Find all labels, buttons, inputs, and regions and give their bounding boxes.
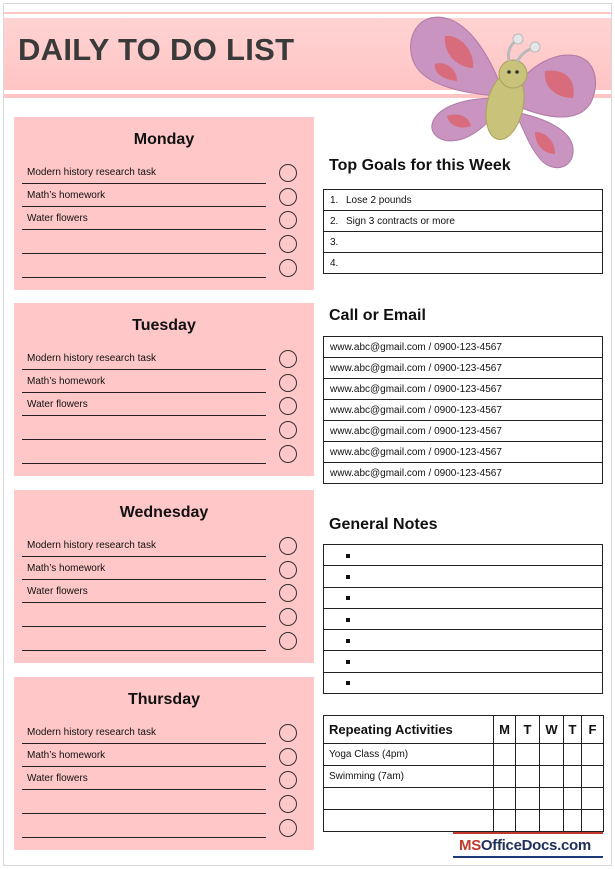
activity-row[interactable] [324, 766, 604, 788]
weekday-header: W [540, 716, 564, 744]
task-row[interactable] [22, 255, 266, 278]
note-cell[interactable] [324, 545, 603, 566]
task-checkbox[interactable] [279, 537, 297, 555]
contact-cell[interactable]: www.abc@gmail.com / 0900-123-4567 [324, 421, 603, 442]
goal-text: Lose 2 pounds [346, 194, 412, 206]
day-card-thursday [14, 677, 314, 850]
butterfly-illustration [405, 6, 601, 172]
note-row[interactable] [324, 672, 603, 693]
activity-row[interactable] [324, 744, 604, 766]
task-text: Water flowers [27, 586, 88, 597]
task-checkbox[interactable] [279, 561, 297, 579]
note-cell[interactable] [324, 608, 603, 629]
goal-number: 1. [330, 194, 339, 206]
task-checkbox[interactable] [279, 374, 297, 392]
task-row[interactable] [22, 184, 266, 207]
weekday-header: T [564, 716, 582, 744]
bullet-icon [346, 596, 350, 600]
notes-heading: General Notes [329, 516, 438, 533]
task-text: Water flowers [27, 399, 88, 410]
task-row[interactable] [22, 557, 266, 580]
task-row[interactable] [22, 791, 266, 814]
activity-day-cell[interactable] [582, 766, 604, 788]
task-checkbox[interactable] [279, 235, 297, 253]
bullet-icon [346, 618, 350, 622]
goal-cell[interactable] [324, 232, 603, 253]
contact-row[interactable] [324, 442, 603, 463]
task-checkbox[interactable] [279, 608, 297, 626]
task-row[interactable] [22, 767, 266, 790]
activity-day-cell[interactable] [516, 766, 540, 788]
brand-text [459, 837, 591, 854]
activity-row[interactable] [324, 788, 604, 810]
task-text: Math’s homework [27, 750, 106, 761]
contact-cell[interactable]: www.abc@gmail.com / 0900-123-4567 [324, 463, 603, 484]
activity-name[interactable] [324, 810, 494, 832]
task-text: Modern history research task [27, 727, 156, 738]
bullet-icon [346, 575, 350, 579]
note-cell[interactable] [324, 587, 603, 608]
bullet-icon [346, 639, 350, 643]
note-cell[interactable] [324, 651, 603, 672]
repeating-header-row [324, 716, 604, 744]
goal-cell[interactable] [324, 190, 603, 211]
brand-line-top [453, 832, 603, 834]
note-row[interactable] [324, 566, 603, 587]
task-checkbox[interactable] [279, 421, 297, 439]
contact-row[interactable] [324, 463, 603, 484]
goal-number: 2. [330, 215, 339, 227]
goal-row[interactable] [324, 211, 603, 232]
task-text: Math’s homework [27, 376, 106, 387]
activity-name[interactable]: Swimming (7am) [324, 766, 494, 788]
contact-cell[interactable]: www.abc@gmail.com / 0900-123-4567 [324, 442, 603, 463]
activity-day-cell[interactable] [516, 788, 540, 810]
task-row[interactable] [22, 441, 266, 464]
task-row[interactable] [22, 370, 266, 393]
activity-day-cell[interactable] [564, 744, 582, 766]
brand-line-bottom [453, 856, 603, 858]
task-checkbox[interactable] [279, 164, 297, 182]
task-checkbox[interactable] [279, 350, 297, 368]
task-row[interactable] [22, 628, 266, 651]
goal-row[interactable] [324, 190, 603, 211]
task-row[interactable] [22, 347, 266, 370]
page-title: DAILY TO DO LIST [18, 32, 295, 67]
brand-ms: MS [459, 837, 481, 854]
task-checkbox[interactable] [279, 445, 297, 463]
task-checkbox[interactable] [279, 632, 297, 650]
goal-cell[interactable] [324, 253, 603, 274]
day-title: Tuesday [132, 317, 196, 334]
activity-name[interactable] [324, 788, 494, 810]
activity-day-cell[interactable] [564, 788, 582, 810]
day-title: Monday [133, 131, 195, 148]
bullet-icon [346, 554, 350, 558]
note-cell[interactable] [324, 566, 603, 587]
activity-day-cell[interactable] [540, 788, 564, 810]
activity-day-cell[interactable] [564, 810, 582, 832]
contact-row[interactable] [324, 379, 603, 400]
goal-number: 4. [330, 257, 339, 269]
task-row[interactable] [22, 534, 266, 557]
activity-day-cell[interactable] [564, 766, 582, 788]
task-row[interactable] [22, 721, 266, 744]
activity-day-cell[interactable] [494, 744, 516, 766]
activity-day-cell[interactable] [582, 744, 604, 766]
bullet-icon [346, 681, 350, 685]
contact-row[interactable] [324, 337, 603, 358]
note-row[interactable] [324, 587, 603, 608]
task-checkbox[interactable] [279, 211, 297, 229]
task-text: Modern history research task [27, 167, 156, 178]
task-checkbox[interactable] [279, 819, 297, 837]
brand-rest: OfficeDocs.com [480, 837, 591, 854]
activity-day-cell[interactable] [494, 810, 516, 832]
day-title: Wednesday [119, 504, 209, 521]
note-cell[interactable] [324, 672, 603, 693]
task-checkbox[interactable] [279, 771, 297, 789]
activity-day-cell[interactable] [494, 766, 516, 788]
contact-cell[interactable]: www.abc@gmail.com / 0900-123-4567 [324, 379, 603, 400]
task-text: Water flowers [27, 213, 88, 224]
bullet-icon [346, 660, 350, 664]
brand-logo [453, 832, 603, 860]
contact-row[interactable] [324, 358, 603, 379]
task-checkbox[interactable] [279, 397, 297, 415]
task-text: Modern history research task [27, 540, 156, 551]
task-row[interactable] [22, 744, 266, 767]
task-row[interactable] [22, 604, 266, 627]
contacts-table [323, 336, 603, 484]
activity-day-cell[interactable] [516, 744, 540, 766]
task-row[interactable] [22, 207, 266, 230]
activity-day-cell[interactable] [494, 788, 516, 810]
goal-row[interactable] [324, 232, 603, 253]
day-card-monday [14, 117, 314, 290]
task-checkbox[interactable] [279, 795, 297, 813]
task-row[interactable] [22, 393, 266, 416]
task-checkbox[interactable] [279, 584, 297, 602]
contact-cell[interactable]: www.abc@gmail.com / 0900-123-4567 [324, 400, 603, 421]
task-checkbox[interactable] [279, 724, 297, 742]
task-row[interactable] [22, 815, 266, 838]
day-card-tuesday [14, 303, 314, 476]
task-checkbox[interactable] [279, 259, 297, 277]
activity-day-cell[interactable] [540, 810, 564, 832]
task-row[interactable] [22, 580, 266, 603]
day-title: Thursday [127, 691, 200, 708]
task-text: Modern history research task [27, 353, 156, 364]
task-text: Math’s homework [27, 190, 106, 201]
goals-heading: Top Goals for this Week [329, 157, 511, 174]
contact-row[interactable] [324, 421, 603, 442]
activity-day-cell[interactable] [582, 810, 604, 832]
day-card-wednesday [14, 490, 314, 663]
notes-table [323, 544, 603, 694]
note-row[interactable] [324, 651, 603, 672]
activity-row[interactable] [324, 810, 604, 832]
goal-number: 3. [330, 236, 339, 248]
activity-day-cell[interactable] [540, 744, 564, 766]
goal-cell[interactable] [324, 211, 603, 232]
goal-row[interactable] [324, 253, 603, 274]
repeating-table [323, 715, 604, 832]
task-row[interactable] [22, 161, 266, 184]
task-text: Water flowers [27, 773, 88, 784]
goals-table [323, 189, 603, 274]
weekday-header: M [494, 716, 516, 744]
task-row[interactable] [22, 231, 266, 254]
note-row[interactable] [324, 608, 603, 629]
goal-text: Sign 3 contracts or more [346, 215, 455, 227]
task-checkbox[interactable] [279, 748, 297, 766]
activity-day-cell[interactable] [582, 788, 604, 810]
activity-day-cell[interactable] [516, 810, 540, 832]
task-text: Math’s homework [27, 563, 106, 574]
note-row[interactable] [324, 545, 603, 566]
note-cell[interactable] [324, 630, 603, 651]
contact-row[interactable] [324, 400, 603, 421]
task-row[interactable] [22, 417, 266, 440]
weekday-header: T [516, 716, 540, 744]
activity-day-cell[interactable] [540, 766, 564, 788]
activity-name[interactable]: Yoga Class (4pm) [324, 744, 494, 766]
note-row[interactable] [324, 630, 603, 651]
contact-cell[interactable]: www.abc@gmail.com / 0900-123-4567 [324, 337, 603, 358]
contact-cell[interactable]: www.abc@gmail.com / 0900-123-4567 [324, 358, 603, 379]
weekday-header: F [582, 716, 604, 744]
repeating-heading: Repeating Activities [324, 716, 494, 744]
task-checkbox[interactable] [279, 188, 297, 206]
contacts-heading: Call or Email [329, 307, 426, 324]
